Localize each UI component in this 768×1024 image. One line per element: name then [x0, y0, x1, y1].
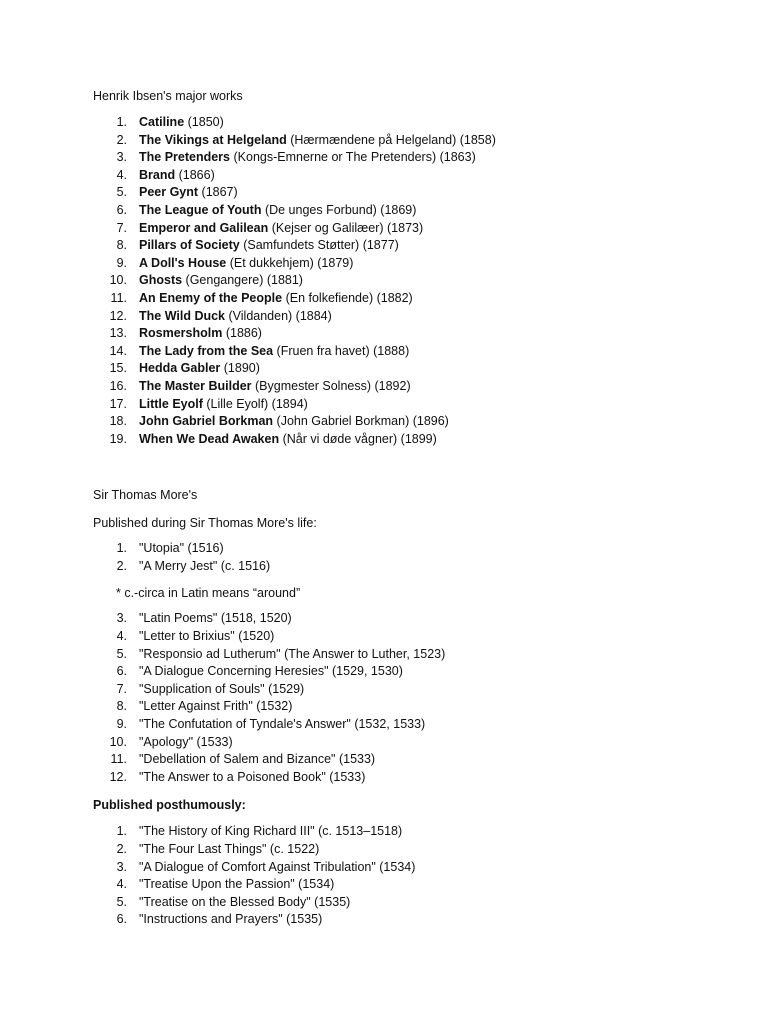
work-details: (Vildanden) (1884): [225, 308, 332, 323]
list-item: [93, 413, 733, 431]
work-title: An Enemy of the People: [139, 290, 283, 305]
list-item-number: 1.: [116, 541, 127, 556]
work-title: A Doll's House: [139, 255, 227, 270]
list-item: [93, 360, 733, 378]
work-details: (1850): [184, 115, 224, 129]
list-item-number: 10.: [109, 273, 127, 288]
list-item-number: 1.: [116, 824, 127, 839]
list-item-number: 8.: [116, 238, 127, 253]
work-title: The Master Builder: [139, 378, 252, 393]
work-title: The League of Youth: [139, 202, 262, 217]
work-details: (1886): [222, 326, 262, 341]
list-item: [93, 876, 733, 894]
list-item: [93, 681, 733, 699]
list-item: [93, 716, 733, 734]
list-item-number: 10.: [109, 734, 127, 749]
list-item: [93, 290, 733, 308]
ibsen-heading: Henrik Ibsen's major works: [93, 89, 243, 103]
work-details: (Kongs-Emnerne or The Pretenders) (1863): [230, 150, 476, 165]
work-text: "Responsio ad Lutherum" (The Answer to Luther, 1523): [139, 646, 446, 661]
work-title: The Pretenders: [139, 150, 231, 165]
work-details: (Når vi døde vågner) (1899): [279, 431, 437, 446]
work-title: Brand: [139, 167, 176, 182]
work-text: "A Dialogue Concerning Heresies" (1529, 1530): [139, 664, 403, 679]
list-item: [93, 663, 733, 681]
list-item: [93, 237, 733, 255]
list-item: [93, 202, 733, 220]
list-item: [93, 823, 733, 841]
list-item-number: 17.: [109, 396, 127, 411]
list-item-number: 3.: [116, 611, 127, 626]
work-title: Catiline: [139, 115, 185, 129]
list-item: [93, 114, 733, 132]
work-text: "Utopia" (1516): [139, 541, 224, 556]
list-item-number: 7.: [116, 681, 127, 696]
work-text: "A Merry Jest" (c. 1516): [139, 558, 271, 573]
list-item: [93, 255, 733, 273]
more-life-list-part2: [93, 610, 733, 786]
list-item-number: 3.: [116, 150, 127, 165]
list-item-number: 19.: [109, 431, 127, 446]
work-text: "Latin Poems" (1518, 1520): [139, 611, 292, 626]
work-text: "Supplication of Souls" (1529): [139, 681, 305, 696]
work-details: (En folkefiende) (1882): [282, 290, 413, 305]
list-item-number: 2.: [116, 132, 127, 147]
document-page: [93, 87, 733, 929]
list-item-number: 4.: [116, 629, 127, 644]
work-title: Little Eyolf: [139, 396, 203, 411]
work-title: The Vikings at Helgeland: [139, 132, 287, 147]
list-item-number: 7.: [116, 220, 127, 235]
list-item-number: 5.: [116, 894, 127, 909]
work-details: (Et dukkehjem) (1879): [226, 255, 354, 270]
list-item: [93, 343, 733, 361]
list-item: [93, 894, 733, 912]
list-item: [93, 184, 733, 202]
work-title: When We Dead Awaken: [139, 431, 280, 446]
list-item-number: 12.: [109, 769, 127, 784]
list-item-number: 3.: [116, 859, 127, 874]
work-details: (1867): [198, 185, 238, 200]
work-text: "Treatise Upon the Passion" (1534): [139, 877, 335, 892]
work-details: (De unges Forbund) (1869): [261, 202, 417, 217]
work-details: (Lille Eyolf) (1894): [202, 396, 308, 411]
list-item: [93, 308, 733, 326]
list-item: [93, 378, 733, 396]
list-item: [93, 220, 733, 238]
list-item: [93, 540, 733, 558]
list-item-number: 14.: [109, 343, 127, 358]
work-details: (1866): [175, 167, 215, 182]
work-details: (John Gabriel Borkman) (1896): [273, 414, 449, 429]
list-item: [93, 167, 733, 185]
list-item: [93, 646, 733, 664]
list-item-number: 8.: [116, 699, 127, 714]
list-item-number: 13.: [109, 326, 127, 341]
list-item: [93, 431, 733, 449]
list-item: [93, 734, 733, 752]
list-item-number: 4.: [116, 167, 127, 182]
work-details: (Fruen fra havet) (1888): [273, 343, 410, 358]
work-text: "Debellation of Salem and Bizance" (1533): [139, 752, 376, 767]
list-item: [93, 698, 733, 716]
list-item-number: 16.: [109, 378, 127, 393]
list-item: [93, 610, 733, 628]
work-title: Emperor and Galilean: [139, 220, 269, 235]
work-details: (1890): [220, 361, 260, 376]
work-text: "Letter Against Frith" (1532): [139, 699, 293, 714]
list-item: [93, 272, 733, 290]
work-details: (Bygmester Solness) (1892): [251, 378, 411, 393]
list-item-number: 11.: [110, 752, 127, 767]
list-item: [93, 558, 733, 576]
list-item-number: 15.: [109, 361, 127, 376]
more-life-heading: Published during Sir Thomas More's life:: [93, 516, 317, 531]
list-item: [93, 769, 733, 787]
work-text: "Treatise on the Blessed Body" (1535): [139, 894, 351, 909]
work-details: (Gengangere) (1881): [182, 273, 303, 288]
work-text: "Letter to Brixius" (1520): [139, 629, 275, 644]
list-item-number: 2.: [116, 842, 127, 856]
work-title: Pillars of Society: [139, 238, 240, 253]
work-text: "The Confutation of Tyndale's Answer" (1532, 1533): [139, 717, 426, 732]
list-item: [93, 751, 733, 769]
list-item-number: 5.: [116, 646, 127, 661]
list-item-number: 2.: [116, 558, 127, 573]
work-details: (Samfundets Støtter) (1877): [239, 238, 399, 253]
list-item: [93, 132, 733, 150]
posthumous-heading: Published posthumously:: [93, 798, 246, 813]
work-title: Peer Gynt: [139, 185, 199, 200]
work-title: Ghosts: [139, 273, 183, 288]
list-item: [93, 396, 733, 414]
list-item: [93, 859, 733, 877]
list-item: [93, 149, 733, 167]
list-item-number: 11.: [110, 290, 127, 305]
list-item-number: 9.: [116, 255, 127, 270]
work-details: (Hærmændene på Helgeland) (1858): [286, 132, 496, 147]
ibsen-works-list: [93, 114, 733, 448]
work-text: "The History of King Richard III" (c. 1513–1518): [139, 824, 403, 839]
work-title: The Lady from the Sea: [139, 343, 274, 358]
list-item-number: 6.: [116, 912, 127, 927]
work-text: "Apology" (1533): [139, 734, 233, 749]
circa-note: * c.-circa in Latin means “around”: [116, 586, 301, 601]
list-item-number: 5.: [116, 185, 127, 200]
list-item-number: 1.: [116, 115, 127, 129]
work-title: The Wild Duck: [139, 308, 226, 323]
list-item-number: 12.: [109, 308, 127, 323]
list-item: [93, 841, 733, 859]
work-text: "A Dialogue of Comfort Against Tribulation" (1534): [139, 859, 416, 874]
work-title: John Gabriel Borkman: [139, 414, 274, 429]
list-item-number: 6.: [116, 664, 127, 679]
work-title: Rosmersholm: [139, 326, 223, 341]
work-details: (Kejser og Galilæer) (1873): [268, 220, 424, 235]
work-text: "The Four Last Things" (c. 1522): [139, 842, 320, 856]
list-item-number: 9.: [116, 717, 127, 732]
more-posthumous-list: [93, 823, 733, 929]
work-title: Hedda Gabler: [139, 361, 221, 376]
list-item: [93, 911, 733, 929]
work-text: "Instructions and Prayers" (1535): [139, 912, 323, 927]
more-life-list-part1: [93, 540, 733, 575]
work-text: "The Answer to a Poisoned Book" (1533): [139, 769, 366, 784]
list-item: [93, 325, 733, 343]
list-item: [93, 628, 733, 646]
list-item-number: 6.: [116, 202, 127, 217]
more-heading: Sir Thomas More's: [93, 488, 198, 503]
list-item-number: 18.: [109, 414, 127, 429]
list-item-number: 4.: [116, 877, 127, 892]
